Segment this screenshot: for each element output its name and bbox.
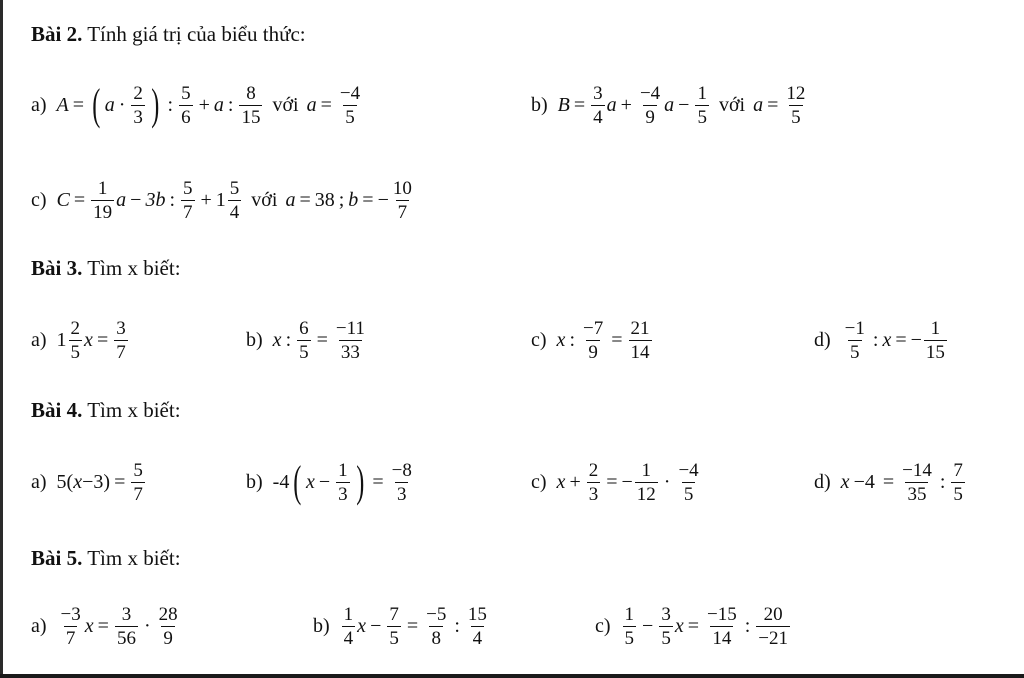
fraction xyxy=(676,459,700,506)
bai2-b xyxy=(531,75,809,135)
paren-open: ( xyxy=(92,80,101,129)
num: −7 xyxy=(583,317,604,339)
den: 56 xyxy=(116,627,136,649)
label: a) xyxy=(31,470,47,493)
op: −4 xyxy=(853,470,875,493)
fraction xyxy=(342,603,356,650)
var: x xyxy=(357,614,367,637)
num: 20 xyxy=(763,603,783,625)
fraction xyxy=(157,603,180,650)
den: 14 xyxy=(712,627,732,649)
fraction xyxy=(705,603,739,650)
bai2-c xyxy=(31,170,416,230)
fraction xyxy=(179,82,193,129)
op: − xyxy=(318,470,331,493)
bai2-heading-bold: Bài 2. xyxy=(31,22,83,46)
fraction xyxy=(638,82,662,129)
bai3-c xyxy=(531,310,654,370)
op: : xyxy=(569,328,575,351)
op: = xyxy=(299,188,311,211)
bai3-heading xyxy=(31,256,181,281)
text: với xyxy=(718,93,746,116)
num: 1 xyxy=(338,459,348,481)
den: 5 xyxy=(683,483,694,505)
num: −14 xyxy=(902,459,932,481)
den: 15 xyxy=(241,106,261,128)
op: : xyxy=(169,188,176,211)
var: x xyxy=(882,328,892,351)
fraction xyxy=(131,459,145,506)
fraction xyxy=(900,459,934,506)
den: 3 xyxy=(396,483,407,505)
op: · xyxy=(118,93,126,116)
fraction xyxy=(114,317,128,364)
paren-open: ( xyxy=(293,457,302,506)
label: b) xyxy=(246,470,263,493)
den: 5 xyxy=(850,341,860,363)
fraction xyxy=(924,317,947,364)
fraction xyxy=(91,177,114,224)
var: x xyxy=(272,328,282,351)
num: 1 xyxy=(697,82,707,104)
bai5-heading xyxy=(31,546,181,571)
fraction xyxy=(297,317,311,364)
fraction xyxy=(591,82,605,129)
den: 4 xyxy=(593,106,603,128)
bai4-c xyxy=(531,452,703,512)
var: a xyxy=(306,93,317,116)
var: a xyxy=(116,188,127,211)
den: 5 xyxy=(345,106,355,128)
op: = xyxy=(611,328,623,351)
num: −4 xyxy=(678,459,699,481)
label: b) xyxy=(313,614,330,637)
num: 7 xyxy=(953,459,963,481)
fraction xyxy=(581,317,605,364)
op: + xyxy=(198,93,210,116)
var: x xyxy=(84,614,94,637)
op: − xyxy=(370,614,382,637)
op: = xyxy=(606,470,618,493)
op: : xyxy=(454,614,460,637)
den: 7 xyxy=(133,483,143,505)
fraction xyxy=(424,603,448,650)
bai3-a xyxy=(31,310,130,370)
den: 3 xyxy=(133,106,143,128)
num: 3 xyxy=(593,82,603,104)
bai2-a xyxy=(31,75,364,135)
den: 9 xyxy=(163,627,173,649)
den: 33 xyxy=(340,341,360,363)
den: 9 xyxy=(588,341,598,363)
value: 38 xyxy=(314,188,335,211)
op: − xyxy=(678,93,690,116)
num: 1 xyxy=(343,603,354,625)
den: 5 xyxy=(697,106,707,128)
fraction xyxy=(623,603,637,650)
op: ; xyxy=(338,188,345,211)
var: b xyxy=(348,188,359,211)
var: a xyxy=(213,93,224,116)
fraction xyxy=(338,82,362,129)
left-border xyxy=(0,0,3,678)
den: 19 xyxy=(93,201,113,223)
num: 5 xyxy=(133,459,143,481)
bai3-d xyxy=(814,310,949,370)
text: với xyxy=(251,188,278,211)
var: 3b xyxy=(145,188,166,211)
op: : xyxy=(167,93,174,116)
num: 5 xyxy=(181,82,191,104)
op: + xyxy=(200,188,212,211)
expr: -4 xyxy=(272,470,290,493)
op: = xyxy=(895,328,907,351)
fraction xyxy=(336,459,350,506)
fraction xyxy=(334,317,367,364)
var: x xyxy=(674,614,684,637)
op: = xyxy=(96,328,109,351)
fraction xyxy=(587,459,601,506)
num: −4 xyxy=(339,82,361,104)
num: 1 xyxy=(641,459,652,481)
den: 4 xyxy=(343,627,354,649)
den: 4 xyxy=(472,627,483,649)
op: = xyxy=(97,614,109,637)
num: 5 xyxy=(229,177,240,199)
num: 1 xyxy=(624,603,635,625)
den: 7 xyxy=(65,627,76,649)
op: = xyxy=(687,614,699,637)
den: 6 xyxy=(181,106,191,128)
bai2-heading xyxy=(31,22,306,47)
den: −21 xyxy=(758,627,788,649)
var: x xyxy=(556,328,566,351)
label: d) xyxy=(814,470,831,493)
den: 5 xyxy=(661,627,671,649)
num: −4 xyxy=(639,82,661,104)
var: x xyxy=(556,470,566,493)
bai5-heading-bold: Bài 5. xyxy=(31,546,83,570)
label: b) xyxy=(246,328,263,351)
op: · xyxy=(143,614,151,637)
op: · xyxy=(663,470,671,493)
label: b) xyxy=(531,93,548,116)
num: 3 xyxy=(121,603,132,625)
var: a xyxy=(104,93,115,116)
den: 4 xyxy=(229,201,240,223)
op: − xyxy=(621,470,633,493)
op: = xyxy=(406,614,419,637)
op: : xyxy=(744,614,751,637)
fraction xyxy=(659,603,673,650)
den: 5 xyxy=(624,627,635,649)
op: − xyxy=(377,188,389,211)
op: : xyxy=(285,328,292,351)
paren-close: ) xyxy=(355,457,365,506)
var: x xyxy=(73,470,83,493)
fraction xyxy=(387,603,401,650)
op: − xyxy=(642,614,654,637)
den: 14 xyxy=(630,341,650,363)
fraction xyxy=(131,82,145,129)
den: 9 xyxy=(645,106,655,128)
var: a xyxy=(606,93,617,116)
whole: 1 xyxy=(215,188,226,211)
den: 5 xyxy=(299,341,309,363)
expr: −3) xyxy=(82,470,111,493)
op: = xyxy=(320,93,332,116)
num: 3 xyxy=(116,317,126,339)
fraction xyxy=(391,177,414,224)
num: 2 xyxy=(588,459,599,481)
fraction xyxy=(635,459,658,506)
op: = xyxy=(767,93,779,116)
num: −1 xyxy=(844,317,865,339)
fraction xyxy=(390,459,414,506)
fraction xyxy=(181,177,195,224)
var: a xyxy=(664,93,675,116)
den: 5 xyxy=(70,341,81,363)
num: 15 xyxy=(467,603,487,625)
op: = xyxy=(114,470,126,493)
fraction xyxy=(784,82,807,129)
bai2-heading-text: Tính giá trị của biểu thức: xyxy=(87,22,306,46)
text: với xyxy=(272,93,299,116)
op: : xyxy=(227,93,234,116)
fraction xyxy=(228,177,242,224)
fraction xyxy=(69,317,83,364)
den: 7 xyxy=(183,201,193,223)
bai4-heading xyxy=(31,398,181,423)
num: −15 xyxy=(707,603,737,625)
bai4-a xyxy=(31,452,147,512)
num: 3 xyxy=(661,603,671,625)
bai4-d xyxy=(814,452,967,512)
op: − xyxy=(130,188,142,211)
op: = xyxy=(316,328,328,351)
label: c) xyxy=(595,614,611,637)
fraction xyxy=(695,82,709,129)
label: c) xyxy=(531,470,547,493)
fraction xyxy=(115,603,138,650)
op: = xyxy=(73,188,86,211)
den: 7 xyxy=(397,201,408,223)
op: = xyxy=(882,470,895,493)
num: 10 xyxy=(392,177,412,199)
bottom-border xyxy=(0,674,1024,678)
num: 28 xyxy=(158,603,178,625)
label: c) xyxy=(31,188,47,211)
num: 5 xyxy=(183,177,193,199)
num: 8 xyxy=(246,82,256,104)
fraction xyxy=(756,603,790,650)
num: 1 xyxy=(930,317,941,339)
fraction xyxy=(951,459,965,506)
bai3-b xyxy=(246,310,369,370)
bai3-heading-text: Tìm x biết: xyxy=(87,256,181,280)
var: x xyxy=(840,470,850,493)
num: 2 xyxy=(133,82,143,104)
num: 1 xyxy=(97,177,108,199)
bai5-heading-text: Tìm x biết: xyxy=(87,546,181,570)
var: a xyxy=(753,93,764,116)
bai5-b xyxy=(313,596,491,656)
den: 15 xyxy=(925,341,945,363)
den: 3 xyxy=(338,483,348,505)
num: −3 xyxy=(60,603,81,625)
num: 2 xyxy=(70,317,81,339)
den: 12 xyxy=(636,483,656,505)
den: 5 xyxy=(953,483,963,505)
op: + xyxy=(620,93,632,116)
fraction xyxy=(843,317,867,364)
num: 12 xyxy=(786,82,806,104)
num: −5 xyxy=(426,603,447,625)
label: a) xyxy=(31,93,47,116)
den: 3 xyxy=(588,483,599,505)
bai4-heading-text: Tìm x biết: xyxy=(87,398,181,422)
whole: 1 xyxy=(56,328,67,351)
bai5-a xyxy=(31,596,182,656)
label: c) xyxy=(531,328,547,351)
op: : xyxy=(939,470,946,493)
op: = xyxy=(372,470,384,493)
bai5-c xyxy=(595,596,792,656)
op: = xyxy=(573,93,586,116)
fraction xyxy=(239,82,262,129)
label: d) xyxy=(814,328,831,351)
bai4-b xyxy=(246,452,416,512)
paren-close: ) xyxy=(151,80,160,129)
bai3-heading-bold: Bài 3. xyxy=(31,256,83,280)
var: B xyxy=(557,93,570,116)
expr: 5( xyxy=(56,470,74,493)
fraction xyxy=(466,603,489,650)
fraction xyxy=(629,317,652,364)
var: x xyxy=(84,328,93,351)
den: 8 xyxy=(431,627,441,649)
op: + xyxy=(569,470,581,493)
var: A xyxy=(56,93,69,116)
bai4-heading-bold: Bài 4. xyxy=(31,398,83,422)
den: 5 xyxy=(389,627,399,649)
den: 35 xyxy=(907,483,927,505)
op: = xyxy=(362,188,374,211)
num: −8 xyxy=(391,459,412,481)
var: C xyxy=(56,188,70,211)
var: x xyxy=(306,470,315,493)
label: a) xyxy=(31,328,47,351)
num: 21 xyxy=(630,317,650,339)
num: 7 xyxy=(389,603,399,625)
num: −11 xyxy=(335,317,365,339)
num: 6 xyxy=(299,317,309,339)
var: a xyxy=(285,188,296,211)
label: a) xyxy=(31,614,47,637)
op: : xyxy=(872,328,879,351)
den: 5 xyxy=(791,106,801,128)
fraction xyxy=(59,603,83,650)
op: − xyxy=(910,328,922,351)
den: 7 xyxy=(116,341,126,363)
op: = xyxy=(72,93,85,116)
